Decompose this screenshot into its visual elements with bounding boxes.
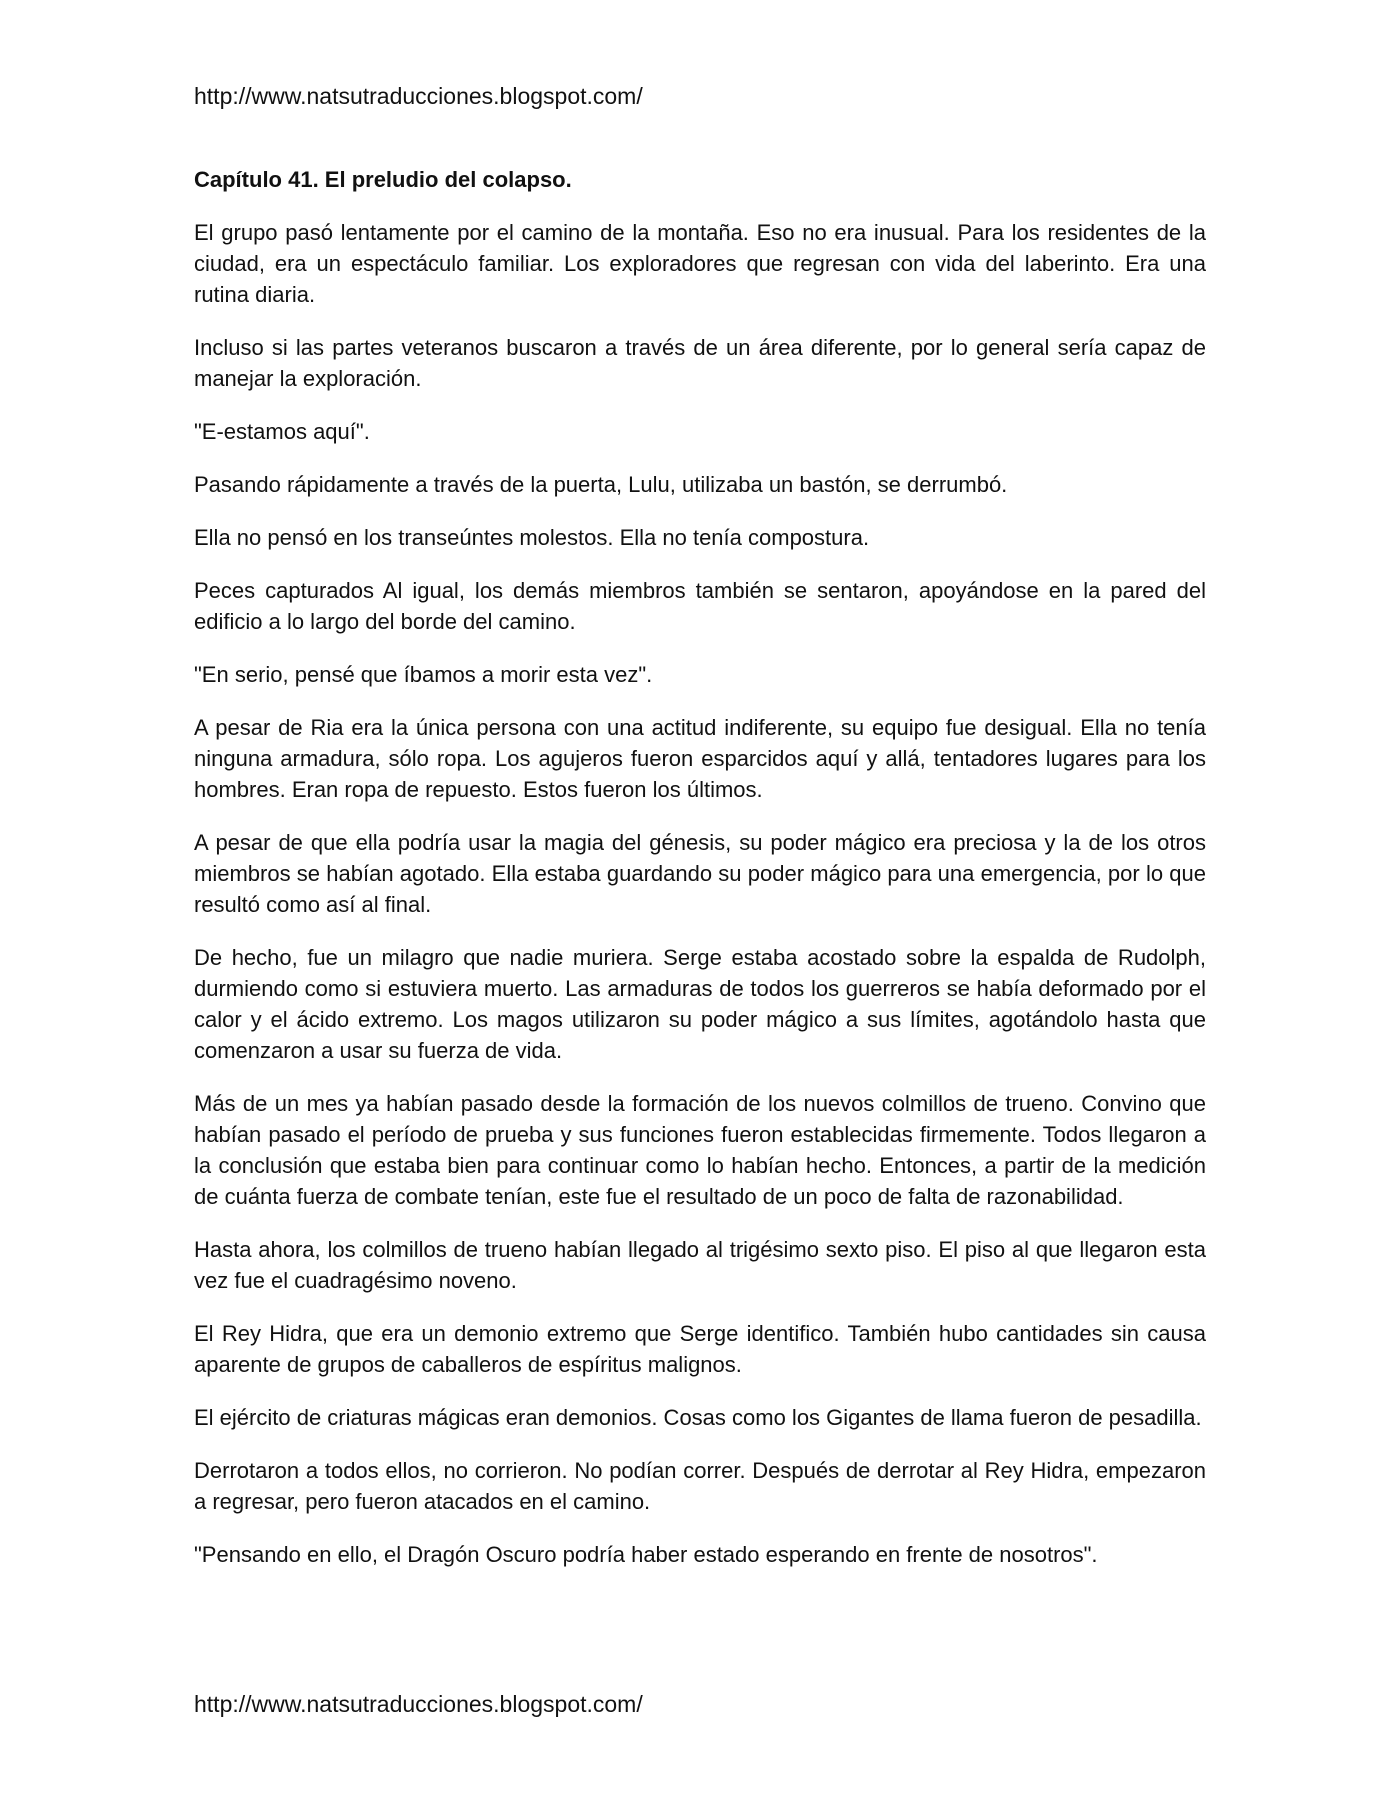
paragraph-8: A pesar de Ria era la única persona con una actitud indiferente, su equipo fue desigual. Ella no tenía ninguna armadura, sólo ropa. Los agujeros fueron esparcidos aquí y allá, tentadores lugares para los hombres. Eran ropa de repuesto. Estos fueron los últimos.: [194, 715, 1206, 802]
paragraph-14: El ejército de criaturas mágicas eran demonios. Cosas como los Gigantes de llama fueron de pesadilla.: [194, 1405, 1202, 1430]
document-body: [194, 164, 1206, 1592]
paragraph-13: El Rey Hidra, que era un demonio extremo que Serge identifico. También hubo cantidades sin causa aparente de grupos de caballeros de espíritus malignos.: [194, 1321, 1206, 1377]
paragraph-2: Incluso si las partes veteranos buscaron a través de un área diferente, por lo general sería capaz de manejar la exploración.: [194, 335, 1206, 391]
paragraph-3: "E-estamos aquí".: [194, 419, 370, 444]
footer-url: http://www.natsutraducciones.blogspot.com/: [194, 1691, 643, 1717]
paragraph-9: A pesar de que ella podría usar la magia del génesis, su poder mágico era preciosa y la de los otros miembros se habían agotado. Ella estaba guardando su poder mágico para una emergencia, por lo que resultó como así al final.: [194, 830, 1206, 917]
paragraph-4: Pasando rápidamente a través de la puerta, Lulu, utilizaba un bastón, se derrumbó.: [194, 472, 1008, 497]
paragraph-6: Peces capturados Al igual, los demás miembros también se sentaron, apoyándose en la pared del edificio a lo largo del borde del camino.: [194, 578, 1206, 634]
paragraph-12: Hasta ahora, los colmillos de trueno habían llegado al trigésimo sexto piso. El piso al que llegaron esta vez fue el cuadragésimo noveno.: [194, 1237, 1206, 1293]
header-url: http://www.natsutraducciones.blogspot.com/: [194, 83, 643, 109]
paragraph-7: "En serio, pensé que íbamos a morir esta vez".: [194, 662, 653, 687]
paragraph-15: Derrotaron a todos ellos, no corrieron. No podían correr. Después de derrotar al Rey Hidra, empezaron a regresar, pero fueron atacados en el camino.: [194, 1458, 1206, 1514]
paragraph-10: De hecho, fue un milagro que nadie muriera. Serge estaba acostado sobre la espalda de Rudolph, durmiendo como si estuviera muerto. Las armaduras de todos los guerreros se había deformado por el calor y el ácido extremo. Los magos utilizaron su poder mágico a sus límites, agotándolo hasta que comenzaron a usar su fuerza de vida.: [194, 945, 1206, 1063]
paragraph-5: Ella no pensó en los transeúntes molestos. Ella no tenía compostura.: [194, 525, 870, 550]
paragraph-1: El grupo pasó lentamente por el camino de la montaña. Eso no era inusual. Para los residentes de la ciudad, era un espectáculo familiar. Los exploradores que regresan con vida del laberinto. Era una rutina diaria.: [194, 220, 1206, 307]
chapter-title: Capítulo 41. El preludio del colapso.: [194, 167, 572, 192]
paragraph-16: "Pensando en ello, el Dragón Oscuro podría haber estado esperando en frente de nosotros".: [194, 1542, 1098, 1567]
paragraph-11: Más de un mes ya habían pasado desde la formación de los nuevos colmillos de trueno. Convino que habían pasado el período de prueba y sus funciones fueron establecidas firmemente. Todos llegaron a la conclusión que estaba bien para continuar como lo habían hecho. Entonces, a partir de la medición de cuánta fuerza de combate tenían, este fue el resultado de un poco de falta de razonabilidad.: [194, 1091, 1206, 1209]
